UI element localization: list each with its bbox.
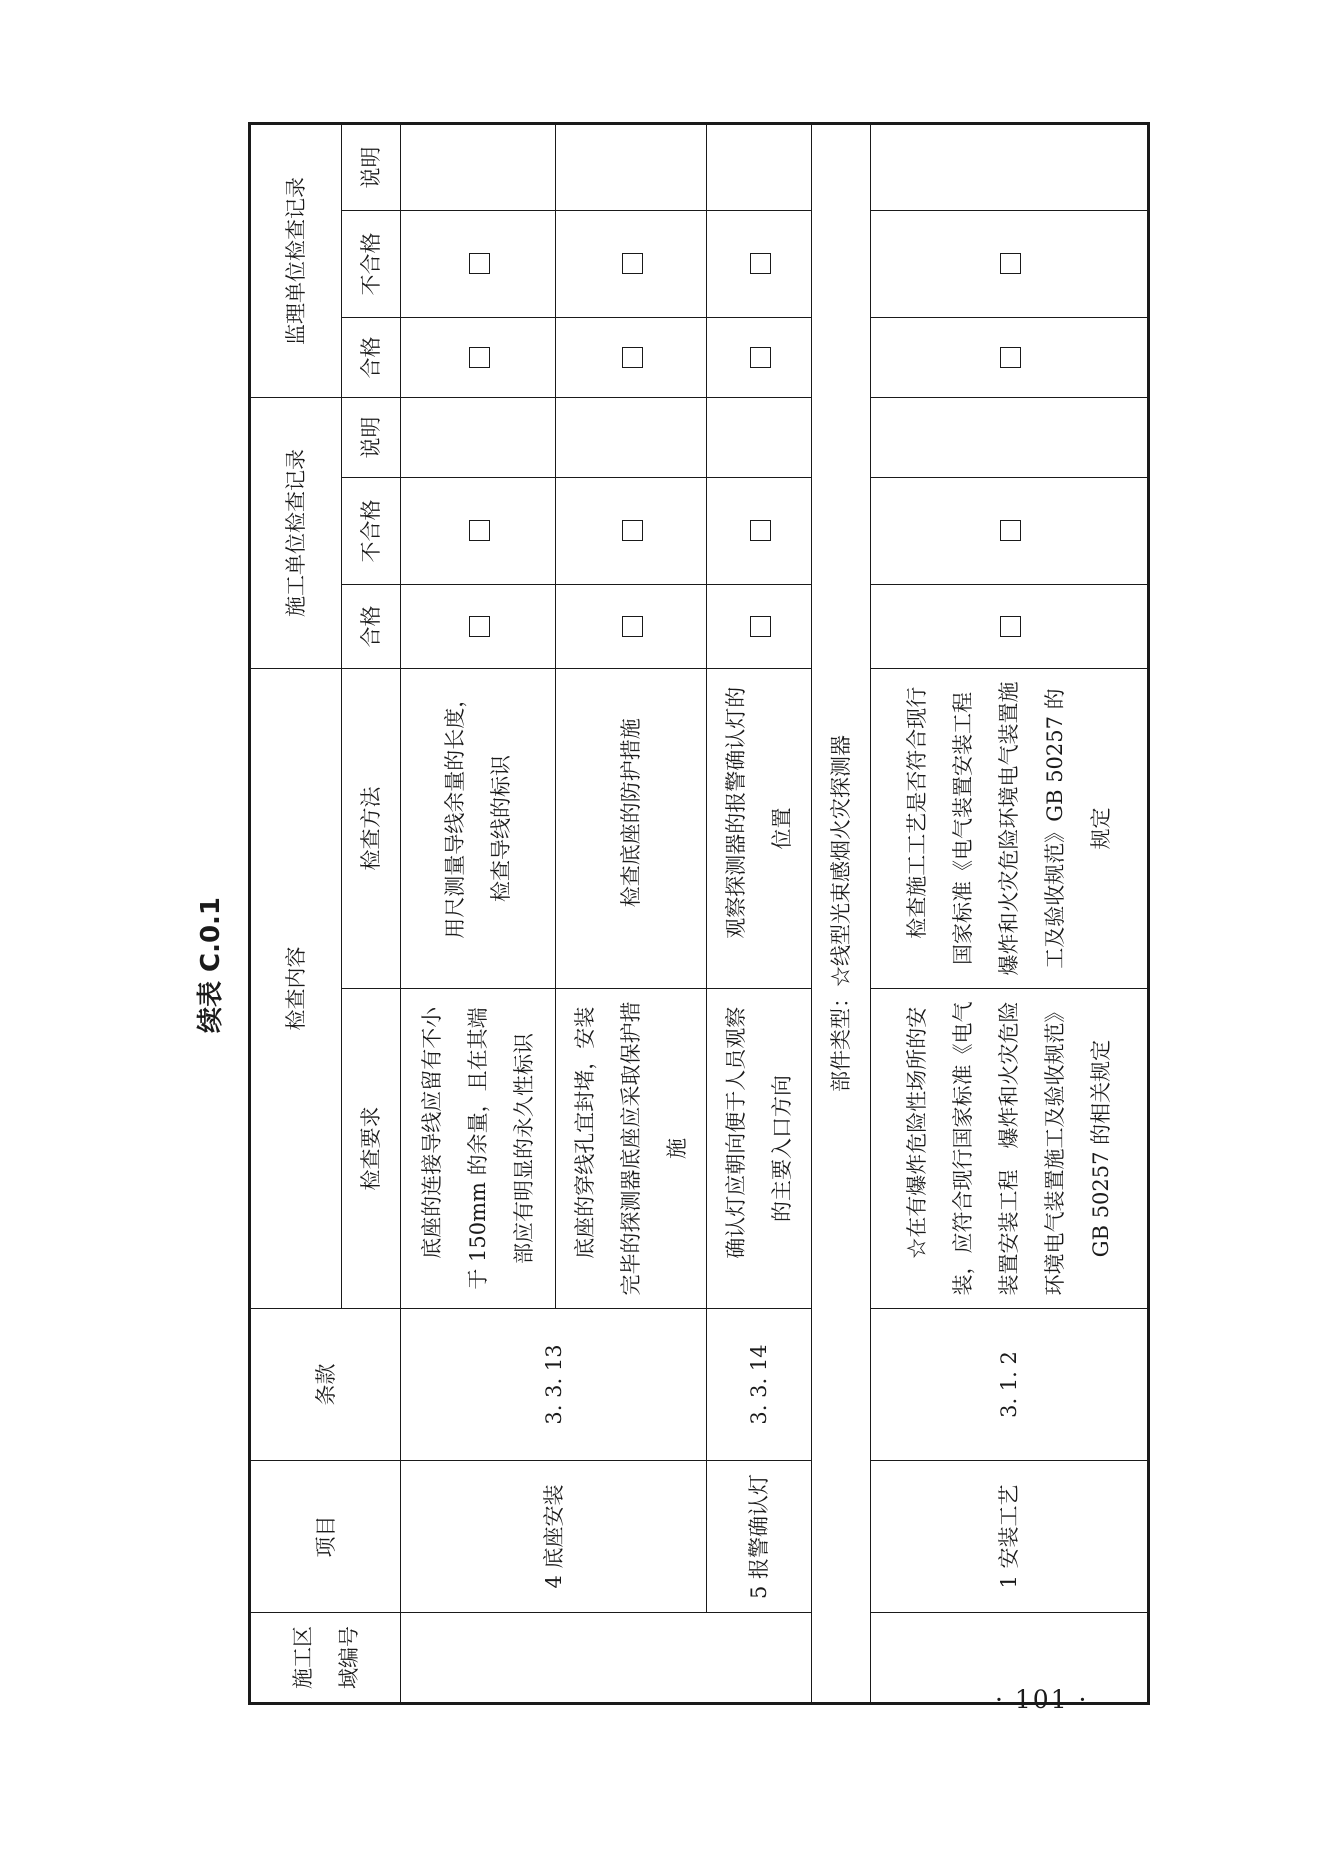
item-cell: 4 底座安装 <box>401 1461 707 1613</box>
rotated-page <box>180 146 1150 1715</box>
header-supervision-fail: 不合格 <box>342 210 401 317</box>
area-code-cell <box>401 1613 812 1704</box>
requirement-cell: 确认灯应朝向便于人员观察的主要入口方向 <box>707 989 812 1309</box>
construction-note-cell[interactable] <box>401 397 556 477</box>
header-clause: 条款 <box>250 1309 401 1461</box>
construction-note-cell[interactable] <box>707 397 812 477</box>
method-cell: 用尺测量导线余量的长度，检查导线的标识 <box>401 669 556 989</box>
construction-fail-checkbox[interactable] <box>1000 521 1021 542</box>
construction-pass-checkbox[interactable] <box>750 616 771 637</box>
header-supervision-pass: 合格 <box>342 317 401 397</box>
requirement-cell: ☆在有爆炸危险性场所的安装，应符合现行国家标准《电气装置安装工程 爆炸和火灾危险环境电气装置施工及验收规范》GB 50257 的相关规定 <box>871 989 1149 1309</box>
section-row <box>812 123 871 1703</box>
supervision-fail-checkbox[interactable] <box>750 253 771 274</box>
supervision-note-cell[interactable] <box>707 123 812 210</box>
section-title: 部件类型：☆线型光束感烟火灾探测器 <box>812 123 871 1703</box>
supervision-note-cell[interactable] <box>871 123 1149 210</box>
clause-cell: 3. 3. 13 <box>401 1309 707 1461</box>
supervision-pass-checkbox[interactable] <box>1000 347 1021 368</box>
supervision-note-cell[interactable] <box>556 123 707 210</box>
table-caption: 续表 C.0.1 <box>196 896 226 1034</box>
header-area-code: 施工区域编号 <box>250 1613 401 1704</box>
construction-fail-checkbox[interactable] <box>469 521 490 542</box>
header-requirement: 检查要求 <box>342 989 401 1309</box>
item-cell: 5 报警确认灯 <box>707 1461 812 1613</box>
header-supervision-record: 监理单位检查记录 <box>250 123 342 397</box>
table-row <box>707 123 812 1703</box>
header-construction-fail: 不合格 <box>342 478 401 585</box>
clause-cell: 3. 3. 14 <box>707 1309 812 1461</box>
construction-fail-checkbox[interactable] <box>750 521 771 542</box>
construction-fail-checkbox[interactable] <box>622 521 643 542</box>
supervision-pass-checkbox[interactable] <box>750 347 771 368</box>
header-construction-pass: 合格 <box>342 585 401 669</box>
method-cell: 检查底座的防护措施 <box>556 669 707 989</box>
clause-cell: 3. 1. 2 <box>871 1309 1149 1461</box>
method-cell: 检查施工工艺是否符合现行国家标准《电气装置安装工程 爆炸和火灾危险环境电气装置施工及验收规范》GB 50257 的规定 <box>871 669 1149 989</box>
supervision-fail-checkbox[interactable] <box>1000 253 1021 274</box>
header-construction-note: 说明 <box>342 397 401 477</box>
header-method: 检查方法 <box>342 669 401 989</box>
construction-pass-checkbox[interactable] <box>622 616 643 637</box>
header-construction-record: 施工单位检查记录 <box>250 397 342 668</box>
supervision-fail-checkbox[interactable] <box>622 253 643 274</box>
area-code-cell <box>871 1613 1149 1704</box>
supervision-pass-checkbox[interactable] <box>469 347 490 368</box>
requirement-cell: 底座的穿线孔宜封堵，安装完毕的探测器底座应采取保护措施 <box>556 989 707 1309</box>
table-row <box>401 123 556 1703</box>
construction-pass-checkbox[interactable] <box>469 616 490 637</box>
method-cell: 观察探测器的报警确认灯的位置 <box>707 669 812 989</box>
header-inspection-content: 检查内容 <box>250 669 342 1309</box>
page-number: · 101 · <box>995 1685 1089 1714</box>
requirement-cell: 底座的连接导线应留有不小于 150mm 的余量，且在其端部应有明显的永久性标识 <box>401 989 556 1309</box>
supervision-fail-checkbox[interactable] <box>469 253 490 274</box>
header-item: 项目 <box>250 1461 401 1613</box>
supervision-pass-checkbox[interactable] <box>622 347 643 368</box>
construction-pass-checkbox[interactable] <box>1000 616 1021 637</box>
item-cell: 1 安装工艺 <box>871 1461 1149 1613</box>
inspection-table <box>248 122 1150 1705</box>
header-supervision-note: 说明 <box>342 123 401 210</box>
construction-note-cell[interactable] <box>871 397 1149 477</box>
header-row-1 <box>250 123 342 1703</box>
supervision-note-cell[interactable] <box>401 123 556 210</box>
construction-note-cell[interactable] <box>556 397 707 477</box>
table-row <box>871 123 1149 1703</box>
